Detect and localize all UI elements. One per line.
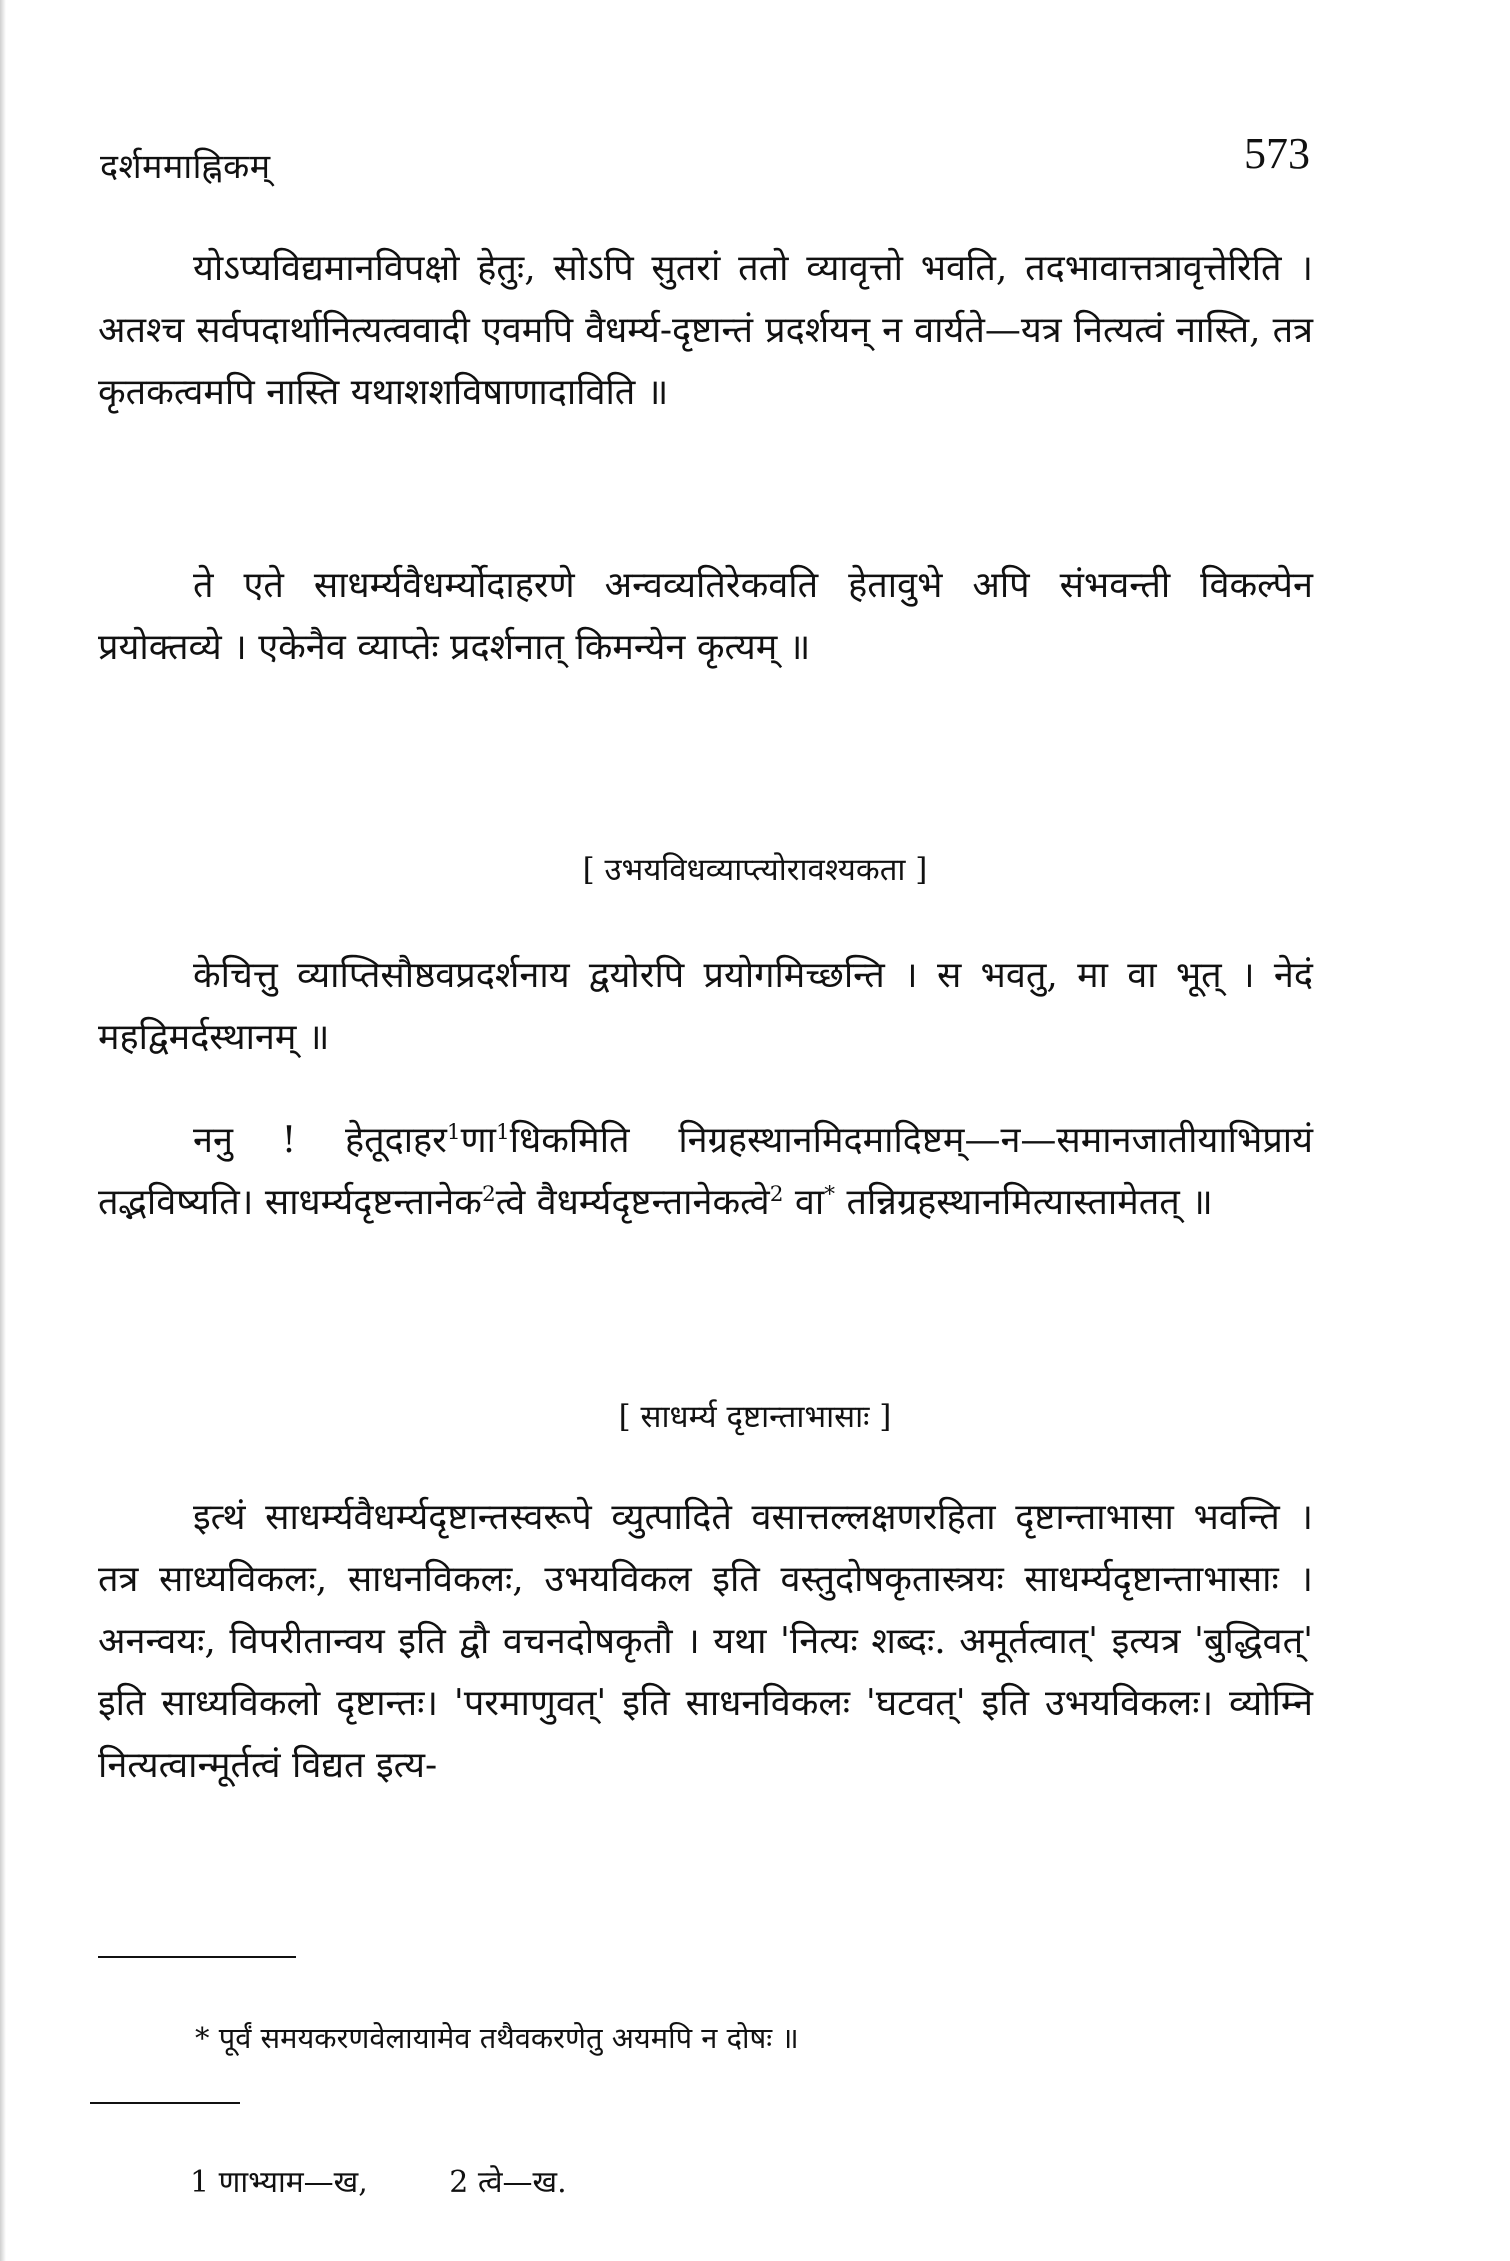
variant-note-1: 1 णाभ्याम—ख, [190,2165,368,2200]
paragraph-5-text: इत्थं साधर्म्यवैधर्म्यदृष्टान्तस्वरूपे व्युत्पादिते वसात्तल्लक्षणरहिता दृष्टान्ताभासा भवन्ति । तत्र साध्यविकलः, साधनविकलः, उभयविकल इति वस्तुदोषकृतास्त्रयः साधर्म्यदृष्टान्ताभासाः । अनन्वयः, विपरीतान्वय इति द्वौ वचनदोषकृतौ । यथा 'नित्यः शब्दः. अमूर्तत्वात्' इत्यत्र 'बुद्धिवत्' इति साध्यविकलो दृष्टान्तः। 'परमाणुवत्' इति साधनविकलः 'घटवत्' इति उभयविकलः। व्योम्नि नित्यत्वान्मूर्तत्वं विद्यत इत्य- [98,1497,1313,1786]
paragraph-4-part-e: वा [783,1182,825,1223]
variant-readings [190,2160,639,2201]
footnote-ref-2: 2 [481,1182,496,1207]
footnote-star: * पूर्वं समयकरणवेलायामेव तथैवकरणेतु अयमपि न दोषः ॥ [195,2021,799,2055]
paragraph-3-text: केचित्तु व्याप्तिसौष्ठवप्रदर्शनाय द्वयोरपि प्रयोगमिच्छन्ति । स भवतु, मा वा भूत् । नेदं महद्विमर्दस्थानम् ॥ [98,955,1313,1058]
paragraph-5 [98,1487,1313,1797]
footnote-ref-1b: 1 [496,1120,510,1145]
footnote-divider [98,1956,296,1958]
paragraph-4-part-b: णा [460,1120,496,1161]
paragraph-4 [98,1110,1313,1234]
footnote-ref-1: 1 [446,1120,461,1145]
paragraph-4-part-a: ननु ! हेतूदाहर [193,1120,447,1161]
running-head: दर्शममाह्निकम् [100,147,271,187]
paragraph-1-text: योऽप्यविद्यमानविपक्षो हेतुः, सोऽपि सुतरां ततो व्यावृत्तो भवति, तदभावात्तत्रावृत्तेरिति । अतश्च सर्वपदार्थानित्यत्ववादी एवमपि वैधर्म्य-दृष्टान्तं प्रदर्शयन् न वार्यते—यत्र नित्यत्वं नास्ति, तत्र कृतकत्वमपि नास्ति यथाशशविषाणादाविति ॥ [98,248,1313,413]
footnote-ref-2b: 2 [769,1182,784,1207]
paragraph-3 [98,945,1313,1069]
page-header [100,128,1310,198]
paragraph-4-text [98,1110,1313,1234]
footnote-ref-star: * [824,1182,836,1207]
page-number: 573 [1244,129,1310,178]
paragraph-4-part-c: धिकमिति निग्रहस्थानमिदमादिष्टम्—न—समानजातीयाभिप्रायं तद्भविष्यति। साधर्म्यदृष्टन्तानेक [98,1120,1314,1223]
paragraph-2-text: ते एते साधर्म्यवैधर्म्योदाहरणे अन्वव्यतिरेकवति हेतावुभे अपि संभवन्ती विकल्पेन प्रयोक्तव्ये । एकेनैव व्याप्तेः प्रदर्शनात् किमन्येन कृत्यम् ॥ [98,565,1313,668]
paragraph-4-part-d: त्वे वैधर्म्यदृष्टन्तानेकत्वे [495,1182,770,1223]
paragraph-2 [98,555,1313,679]
page-edge-shadow [0,0,6,2261]
section-heading-sadharmya-drishtantabhasah: [ साधर्म्य दृष्टान्ताभासाः ] [618,1399,892,1435]
paragraph-4-part-f: तन्निग्रहस्थानमित्यास्तामेतत् ॥ [835,1182,1213,1223]
paragraph-1 [98,238,1313,424]
variant-notes-divider [90,2102,240,2104]
variant-note-2: 2 त्वे—ख. [449,2165,567,2200]
section-heading-ubhaya-vidha: [ उभयविधव्याप्त्योरावश्यकता ] [582,852,928,888]
